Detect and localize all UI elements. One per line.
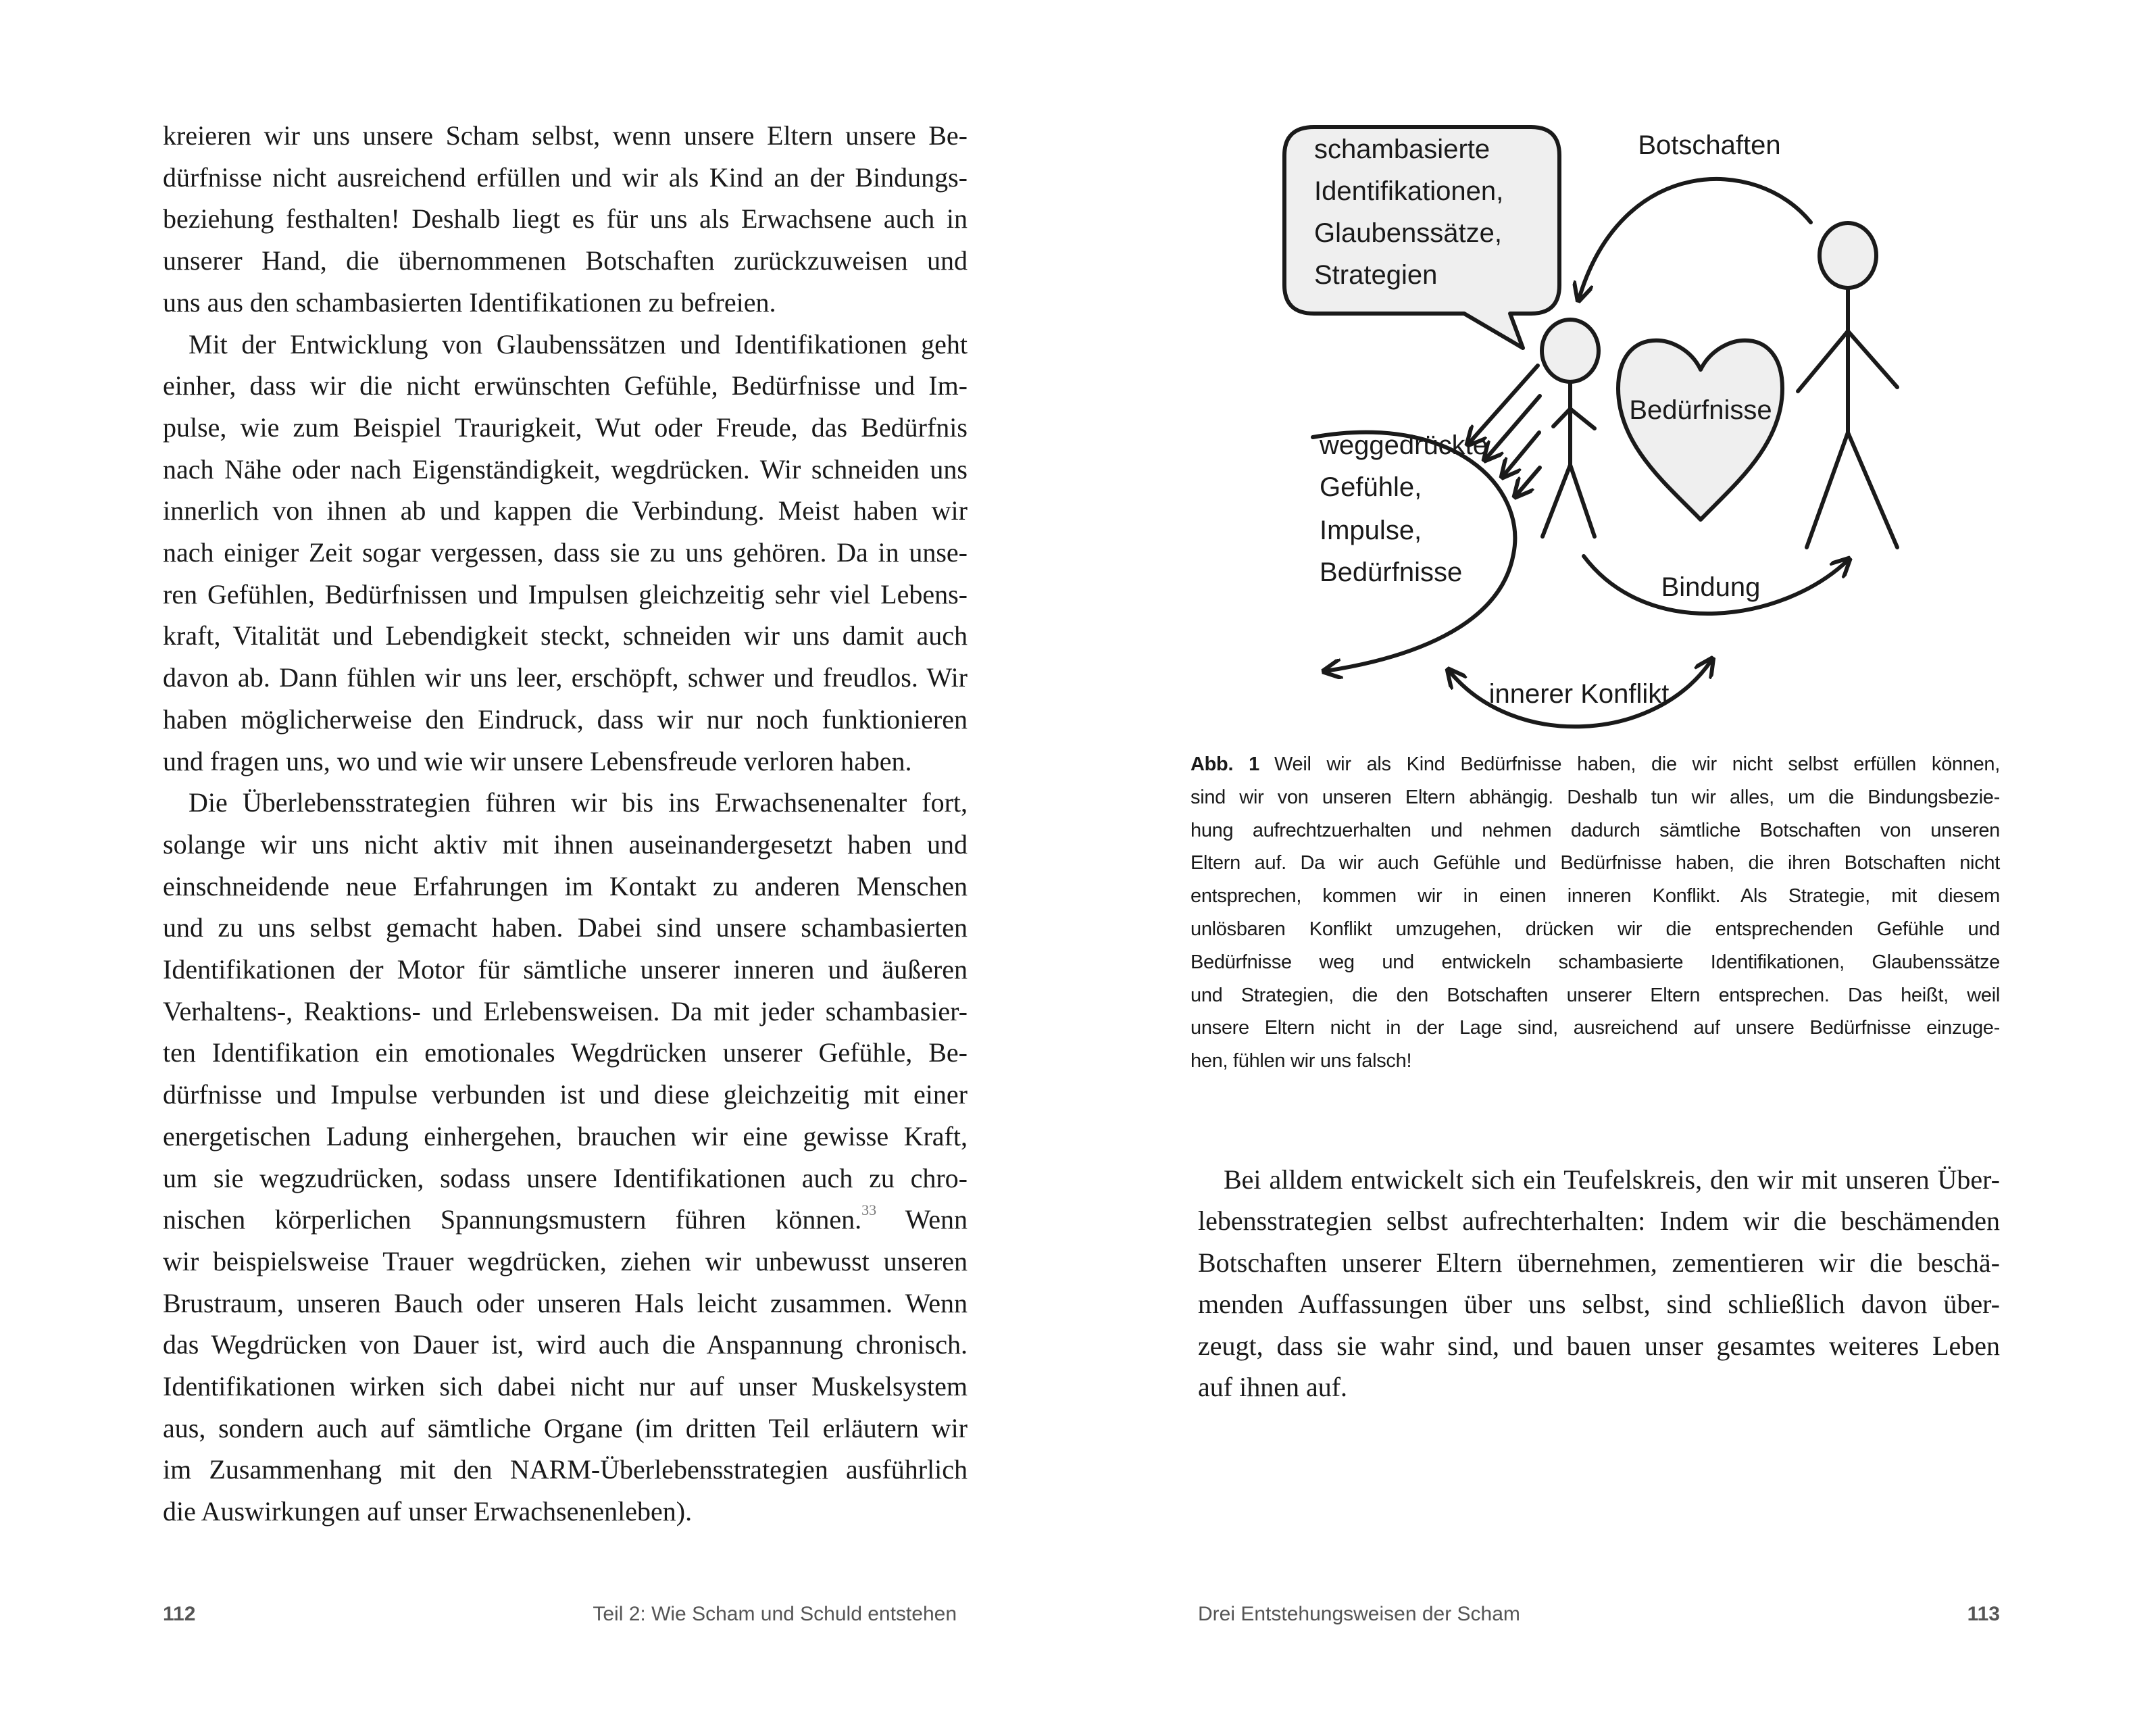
text-line-content: und fragen uns, wo und wie wir unsere Lebensfreude verloren haben. bbox=[163, 745, 912, 776]
caption-text: sind wir von unseren Eltern abhängig. Deshalb tun wir alles, um die Bindungsbezie- bbox=[1190, 786, 2000, 808]
bubble-line: Strategien bbox=[1314, 260, 1438, 290]
text-line bbox=[1198, 1325, 2000, 1367]
push-arrow bbox=[1503, 432, 1539, 476]
caption-text: Eltern auf. Da wir auch Gefühle und Bedürfnisse haben, die ihren Botschaften nicht bbox=[1190, 852, 2000, 874]
text-line bbox=[163, 1324, 968, 1366]
right-page-number: 113 bbox=[1967, 1603, 2000, 1625]
text-line-content: einher, dass wir die nicht erwünschten Gefühle, Bedürfnisse und Im- bbox=[163, 370, 968, 401]
caption-line bbox=[1190, 979, 2000, 1012]
text-line-content: das Wegdrücken von Dauer ist, wird auch die Anspannung chronisch. bbox=[163, 1329, 968, 1360]
text-line-content: Die Überlebensstrategien führen wir bis ins Erwachsenenalter fort, bbox=[189, 787, 968, 818]
caption-line bbox=[1190, 814, 2000, 847]
text-line bbox=[163, 1408, 968, 1449]
caption-line bbox=[1190, 913, 2000, 946]
text-line-content: unserer Hand, die übernommenen Botschaften zurückzuweisen und bbox=[163, 245, 968, 276]
text-line-content: haben möglicherweise den Eindruck, dass wir nur noch funktionieren bbox=[163, 703, 968, 735]
text-line bbox=[163, 1032, 968, 1074]
text-line-content: einschneidende neue Erfahrungen im Kontakt zu anderen Menschen bbox=[163, 870, 968, 901]
text-line-content: Brustraum, unseren Bauch oder unseren Hals leicht zusammen. Wenn bbox=[163, 1287, 968, 1318]
caption-text: hung aufrechtzuerhalten und nehmen dadurch sämtliche Botschaften von unseren bbox=[1190, 819, 2000, 841]
messages-label: Botschaften bbox=[1638, 130, 1781, 160]
text-line bbox=[163, 1241, 968, 1283]
right-running-head: Drei Entstehungsweisen der Scham bbox=[1198, 1603, 1520, 1625]
text-line-content: solange wir uns nicht aktiv mit ihnen auseinandergesetzt haben und bbox=[163, 828, 968, 860]
text-line bbox=[163, 1366, 968, 1408]
text-line-content: nach Nähe oder nach Eigenständigkeit, wegdrücken. Wir schneiden uns bbox=[163, 453, 968, 485]
text-line-content: pulse, wie zum Beispiel Traurigkeit, Wut oder Freude, das Bedürfnis bbox=[163, 412, 968, 443]
child-head bbox=[1542, 320, 1599, 382]
caption-line bbox=[1190, 1045, 2000, 1078]
text-line bbox=[1198, 1366, 2000, 1408]
parent-stick-figure bbox=[1798, 223, 1897, 547]
caption-text: hen, fühlen wir uns falsch! bbox=[1190, 1050, 1412, 1072]
text-line bbox=[163, 1199, 968, 1241]
caption-line bbox=[1190, 748, 2000, 781]
text-line-content: menden Auffassungen über uns selbst, sind schließlich davon über- bbox=[1198, 1289, 2000, 1320]
text-line-content: im Zusammenhang mit den NARM-Überlebensstrategien ausführlich bbox=[163, 1454, 968, 1485]
text-line bbox=[163, 1449, 968, 1491]
text-line bbox=[163, 1074, 968, 1116]
figure-diagram bbox=[0, 0, 2156, 811]
text-line-content: Identifikationen wirken sich dabei nicht nur auf unser Muskelsystem bbox=[163, 1371, 968, 1401]
left-running-head: Teil 2: Wie Scham und Schuld entstehen bbox=[593, 1603, 957, 1625]
text-line bbox=[163, 1491, 968, 1533]
caption-text: unlösbaren Konflikt umzugehen, drücken wir die entsprechenden Gefühle und bbox=[1190, 918, 2000, 940]
caption-text: Bedürfnisse weg und entwickeln schambasierte Identifikationen, Glaubenssätze bbox=[1190, 951, 2000, 973]
left-page-number: 112 bbox=[163, 1603, 196, 1625]
suppressed-line: weggedrückte bbox=[1320, 430, 1488, 460]
suppressed-line: Impulse, bbox=[1320, 516, 1422, 545]
text-line-content: und zu uns selbst gemacht haben. Dabei sind unsere schambasierten bbox=[163, 912, 968, 943]
text-line-content: ten Identifikation ein emotionales Wegdrücken unserer Gefühle, Be- bbox=[163, 1037, 968, 1068]
text-line-content: zeugt, dass sie wahr sind, und bauen unser gesamtes weiteres Leben bbox=[1198, 1330, 2000, 1361]
text-line-content: Verhaltens-, Reaktions- und Erlebensweisen. Da mit jeder schambasier- bbox=[163, 995, 968, 1026]
text-line-content: davon ab. Dann fühlen wir uns leer, erschöpft, schwer und freudlos. Wir bbox=[163, 662, 968, 693]
heart-shape bbox=[1618, 341, 1782, 520]
bubble-line: Identifikationen, bbox=[1314, 176, 1504, 206]
text-line-continuation: Wenn bbox=[876, 1204, 968, 1235]
text-line-content: dürfnisse und Impulse verbunden ist und diese gleichzeitig mit einer bbox=[163, 1079, 968, 1110]
suppressed-line: Bedürfnisse bbox=[1320, 557, 1463, 587]
text-line-content: auf ihnen auf. bbox=[1198, 1372, 1348, 1402]
text-line-content: aus, sondern auch auf sämtliche Organe (im dritten Teil erläutern wir bbox=[163, 1412, 968, 1443]
push-arrow bbox=[1516, 468, 1540, 495]
text-line bbox=[163, 1116, 968, 1158]
bubble-line: Glaubenssätze, bbox=[1314, 218, 1502, 248]
text-line-content: kraft, Vitalität und Lebendigkeit steckt, schneiden wir uns damit auch bbox=[163, 620, 968, 651]
caption-line bbox=[1190, 880, 2000, 913]
text-line bbox=[1198, 1159, 2000, 1201]
caption-line bbox=[1190, 946, 2000, 979]
push-arrow bbox=[1486, 396, 1540, 459]
figure-label: Abb. 1 bbox=[1190, 753, 1259, 775]
conflict-label: innerer Konflikt bbox=[1488, 679, 1670, 709]
text-line bbox=[1198, 1283, 2000, 1325]
child-stick-figure bbox=[1542, 320, 1599, 537]
suppressed-line: Gefühle, bbox=[1320, 472, 1422, 502]
text-line bbox=[163, 824, 968, 866]
caption-text: unsere Eltern nicht in der Lage sind, ausreichend auf unsere Bedürfnisse einzuge- bbox=[1190, 1017, 2000, 1039]
text-line bbox=[163, 907, 968, 949]
caption-text: entsprechen, kommen wir in einen inneren Konflikt. Als Strategie, mit diesem bbox=[1190, 885, 2000, 908]
text-line bbox=[163, 1158, 968, 1199]
text-line-content: nach einiger Zeit sogar vergessen, dass sie zu uns gehören. Da in unse- bbox=[163, 537, 968, 568]
text-line-content: uns aus den schambasierten Identifikationen zu befreien. bbox=[163, 287, 776, 318]
parent-head bbox=[1820, 223, 1876, 288]
heart-label: Bedürfnisse bbox=[1629, 395, 1772, 425]
text-line bbox=[163, 1283, 968, 1324]
text-line bbox=[163, 866, 968, 908]
caption-line bbox=[1190, 781, 2000, 814]
bubble-line: schambasierte bbox=[1314, 134, 1490, 164]
text-line-content: kreieren wir uns unsere Scham selbst, wenn unsere Eltern unsere Be- bbox=[163, 120, 968, 151]
text-line bbox=[163, 991, 968, 1033]
text-line-content: die Auswirkungen auf unser Erwachsenenleben). bbox=[163, 1496, 693, 1527]
text-line-content: Identifikationen der Motor für sämtliche unserer inneren und äußeren bbox=[163, 954, 968, 985]
text-line-content: innerlich von ihnen ab und kappen die Verbindung. Meist haben wir bbox=[163, 495, 968, 526]
text-line-content: dürfnisse nicht ausreichend erfüllen und wir als Kind an der Bindungs- bbox=[163, 162, 968, 193]
text-line-content: beziehung festhalten! Deshalb liegt es für uns als Erwachsene auch in bbox=[163, 203, 968, 234]
text-line-content: nischen körperlichen Spannungsmustern führen können. bbox=[163, 1204, 862, 1235]
caption-line bbox=[1190, 847, 2000, 880]
text-line-content: lebensstrategien selbst aufrechterhalten: Indem wir die beschämenden bbox=[1198, 1206, 2000, 1237]
text-line-content: Botschaften unserer Eltern übernehmen, zementieren wir die beschä- bbox=[1198, 1247, 2000, 1278]
bond-label: Bindung bbox=[1661, 572, 1761, 602]
suppressed-arc-arrow bbox=[1313, 432, 1515, 671]
text-line bbox=[1198, 1242, 2000, 1284]
text-line bbox=[1198, 1200, 2000, 1242]
text-line bbox=[163, 949, 968, 991]
messages-arrow bbox=[1579, 179, 1811, 299]
text-line-content: um sie wegzudrücken, sodass unsere Identifikationen auch zu chro- bbox=[163, 1162, 968, 1193]
text-line-content: ren Gefühlen, Bedürfnissen und Impulsen gleichzeitig sehr viel Lebens- bbox=[163, 578, 968, 610]
text-line-content: Bei alldem entwickelt sich ein Teufelskreis, den wir mit unseren Über- bbox=[1224, 1164, 2000, 1195]
text-line-content: wir beispielsweise Trauer wegdrücken, ziehen wir unbewusst unseren bbox=[163, 1245, 968, 1276]
footnote-reference: 33 bbox=[861, 1201, 877, 1219]
caption-text: Weil wir als Kind Bedürfnisse haben, die wir nicht selbst erfüllen können, bbox=[1274, 753, 2000, 775]
text-line-content: energetischen Ladung einhergehen, brauchen wir eine gewisse Kraft, bbox=[163, 1120, 968, 1151]
text-line-content: Mit der Entwicklung von Glaubenssätzen und Identifikationen geht bbox=[189, 328, 968, 359]
caption-text: und Strategien, die den Botschaften unserer Eltern entsprechen. Das heißt, weil bbox=[1190, 984, 2000, 1006]
caption-line bbox=[1190, 1012, 2000, 1045]
